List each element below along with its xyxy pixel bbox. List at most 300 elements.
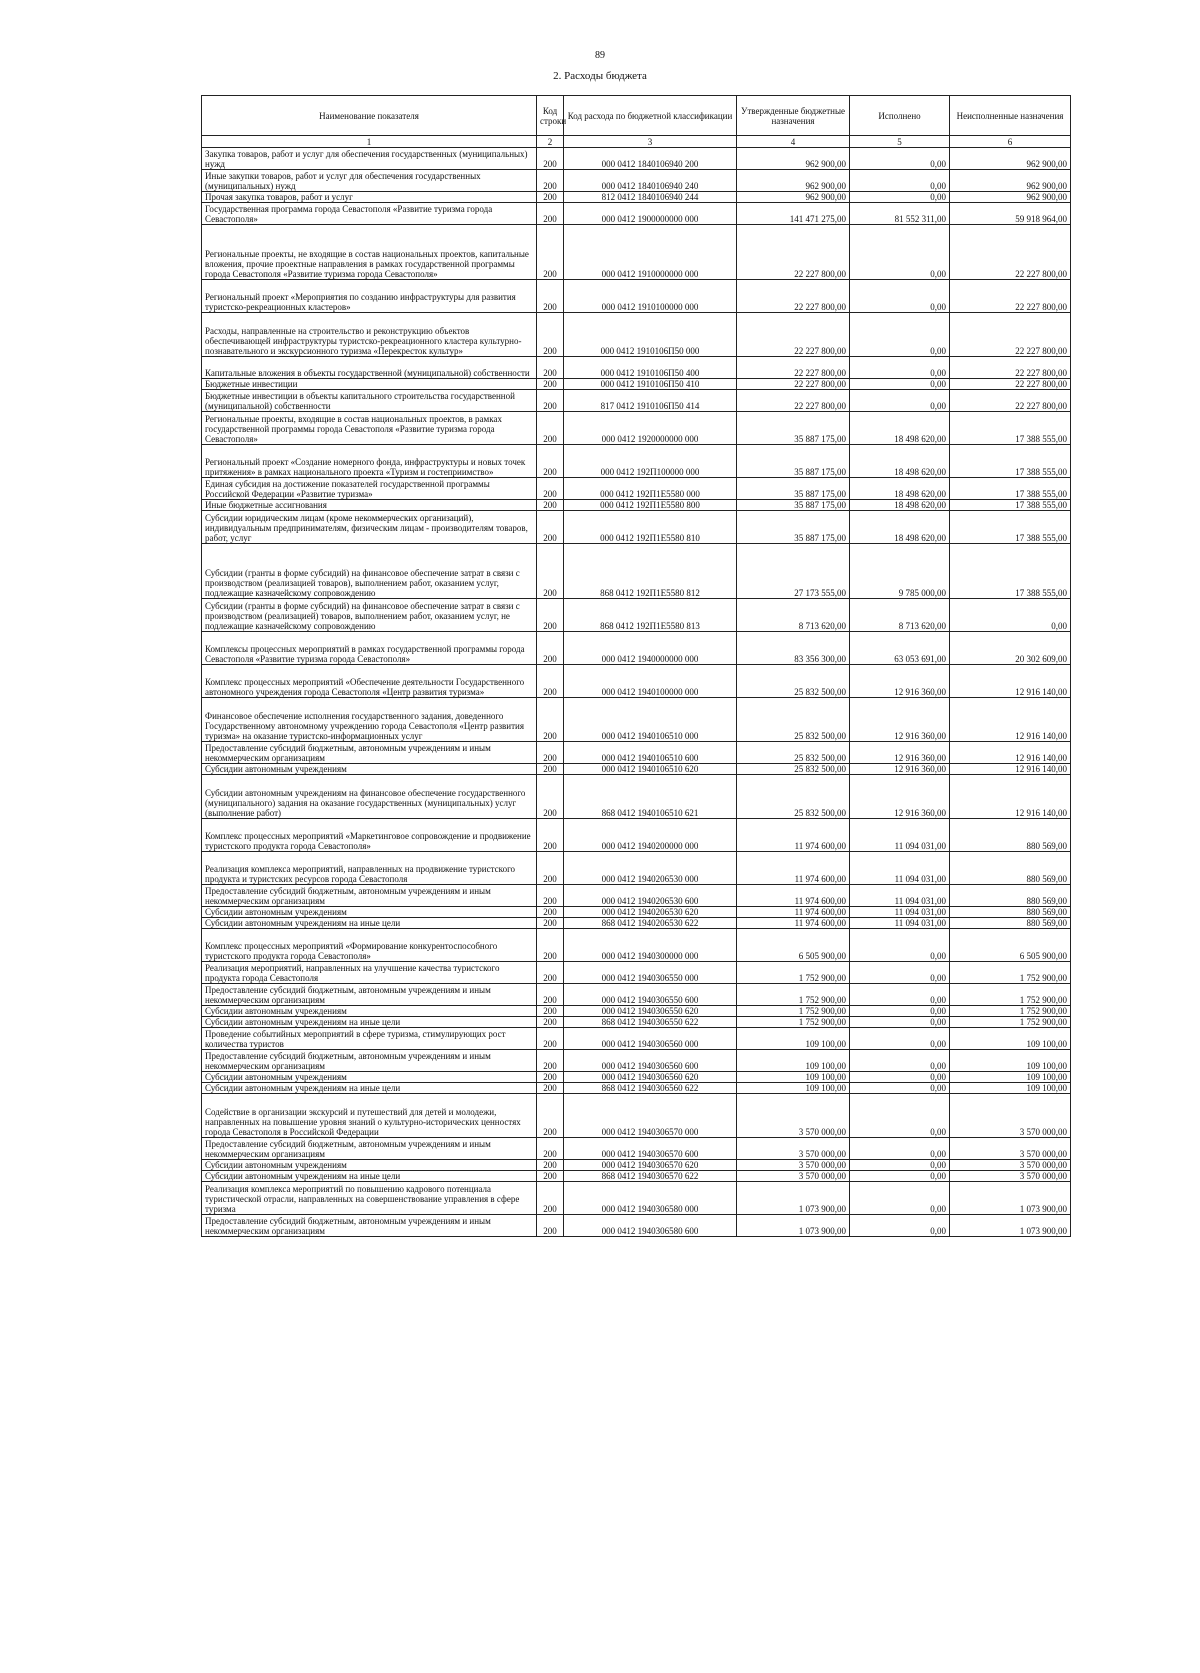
table-row	[202, 379, 1071, 390]
table-row	[202, 357, 1071, 379]
row-executed-amount: 18 498 620,00	[850, 500, 950, 511]
row-executed-amount: 8 713 620,00	[850, 599, 950, 632]
row-budget-code: 000 0412 1940306550 000	[564, 962, 737, 984]
row-line-code: 200	[537, 379, 564, 390]
row-approved-amount: 109 100,00	[737, 1072, 850, 1083]
row-budget-code: 817 0412 1910106П50 414	[564, 390, 737, 412]
row-budget-code: 000 0412 1840106940 240	[564, 170, 737, 192]
row-executed-amount: 0,00	[850, 1215, 950, 1237]
row-line-code: 200	[537, 885, 564, 907]
row-approved-amount: 25 832 500,00	[737, 775, 850, 819]
row-executed-amount: 0,00	[850, 1050, 950, 1072]
row-approved-amount: 109 100,00	[737, 1083, 850, 1094]
row-unexecuted-amount: 0,00	[950, 599, 1071, 632]
table-row	[202, 1138, 1071, 1160]
row-executed-amount: 0,00	[850, 1083, 950, 1094]
row-line-code: 200	[537, 225, 564, 280]
table-row	[202, 1215, 1071, 1237]
row-approved-amount: 83 356 300,00	[737, 632, 850, 665]
row-budget-code: 000 0412 1910100000 000	[564, 280, 737, 313]
row-name: Субсидии автономным учреждениям на иные цели	[202, 1083, 537, 1094]
row-executed-amount: 0,00	[850, 1017, 950, 1028]
row-name: Субсидии автономным учреждениям	[202, 1006, 537, 1017]
row-name: Капитальные вложения в объекты государственной (муниципальной) собственности	[202, 357, 537, 379]
row-approved-amount: 35 887 175,00	[737, 500, 850, 511]
table-row	[202, 742, 1071, 764]
row-line-code: 200	[537, 1182, 564, 1215]
row-line-code: 200	[537, 148, 564, 170]
row-line-code: 200	[537, 775, 564, 819]
row-unexecuted-amount: 880 569,00	[950, 852, 1071, 885]
row-budget-code: 000 0412 1940200000 000	[564, 819, 737, 852]
row-executed-amount: 0,00	[850, 1072, 950, 1083]
row-name: Комплексы процессных мероприятий в рамках государственной программы города Севастополя «Развитие туризма города Севастополя»	[202, 632, 537, 665]
row-unexecuted-amount: 12 916 140,00	[950, 775, 1071, 819]
table-row	[202, 764, 1071, 775]
row-unexecuted-amount: 17 388 555,00	[950, 544, 1071, 599]
row-name: Субсидии автономным учреждениям	[202, 764, 537, 775]
table-row	[202, 445, 1071, 478]
row-budget-code: 868 0412 1940306570 622	[564, 1171, 737, 1182]
row-line-code: 200	[537, 1050, 564, 1072]
row-line-code: 200	[537, 478, 564, 500]
row-approved-amount: 11 974 600,00	[737, 819, 850, 852]
row-approved-amount: 141 471 275,00	[737, 203, 850, 225]
row-unexecuted-amount: 3 570 000,00	[950, 1138, 1071, 1160]
row-executed-amount: 18 498 620,00	[850, 412, 950, 445]
column-number: 4	[737, 136, 850, 148]
row-line-code: 200	[537, 412, 564, 445]
row-budget-code: 000 0412 192П1Е5580 810	[564, 511, 737, 544]
table-row	[202, 1171, 1071, 1182]
section-title: 2. Расходы бюджета	[553, 70, 647, 82]
table-row	[202, 1006, 1071, 1017]
row-executed-amount: 0,00	[850, 962, 950, 984]
row-budget-code: 000 0412 192П100000 000	[564, 445, 737, 478]
table-row	[202, 929, 1071, 962]
row-name: Комплекс процессных мероприятий «Обеспечение деятельности Государственного автономного учреждения города Севастополя «Центр развития туризма»	[202, 665, 537, 698]
row-unexecuted-amount: 17 388 555,00	[950, 478, 1071, 500]
table-row	[202, 1072, 1071, 1083]
table-row	[202, 280, 1071, 313]
row-unexecuted-amount: 880 569,00	[950, 819, 1071, 852]
row-unexecuted-amount: 17 388 555,00	[950, 445, 1071, 478]
row-name: Финансовое обеспечение исполнения государственного задания, доведенного Государственному автономному учреждению города Севастополя «Центр развития туризма» на оказание туристско-информационных услуг	[202, 698, 537, 742]
row-line-code: 200	[537, 918, 564, 929]
table-row	[202, 1017, 1071, 1028]
row-executed-amount: 18 498 620,00	[850, 445, 950, 478]
row-name: Предоставление субсидий бюджетным, автономным учреждениям и иным некоммерческим организациям	[202, 1138, 537, 1160]
row-name: Субсидии автономным учреждениям	[202, 1072, 537, 1083]
row-name: Предоставление субсидий бюджетным, автономным учреждениям и иным некоммерческим организациям	[202, 742, 537, 764]
row-unexecuted-amount: 12 916 140,00	[950, 698, 1071, 742]
row-line-code: 200	[537, 1017, 564, 1028]
row-executed-amount: 12 916 360,00	[850, 665, 950, 698]
row-approved-amount: 27 173 555,00	[737, 544, 850, 599]
row-line-code: 200	[537, 357, 564, 379]
table-row	[202, 665, 1071, 698]
row-line-code: 200	[537, 929, 564, 962]
row-budget-code: 812 0412 1840106940 244	[564, 192, 737, 203]
row-approved-amount: 35 887 175,00	[737, 412, 850, 445]
row-name: Иные бюджетные ассигнования	[202, 500, 537, 511]
row-budget-code: 000 0412 1940306550 600	[564, 984, 737, 1006]
row-executed-amount: 12 916 360,00	[850, 775, 950, 819]
row-approved-amount: 1 073 900,00	[737, 1215, 850, 1237]
row-executed-amount: 12 916 360,00	[850, 698, 950, 742]
table-row	[202, 984, 1071, 1006]
row-approved-amount: 22 227 800,00	[737, 379, 850, 390]
row-approved-amount: 1 073 900,00	[737, 1182, 850, 1215]
row-approved-amount: 22 227 800,00	[737, 313, 850, 357]
row-name: Субсидии автономным учреждениям на иные цели	[202, 918, 537, 929]
row-executed-amount: 0,00	[850, 1171, 950, 1182]
row-name: Прочая закупка товаров, работ и услуг	[202, 192, 537, 203]
row-approved-amount: 1 752 900,00	[737, 1017, 850, 1028]
row-budget-code: 000 0412 1910106П50 410	[564, 379, 737, 390]
table-row	[202, 313, 1071, 357]
row-unexecuted-amount: 880 569,00	[950, 885, 1071, 907]
row-line-code: 200	[537, 599, 564, 632]
row-unexecuted-amount: 109 100,00	[950, 1028, 1071, 1050]
row-executed-amount: 0,00	[850, 379, 950, 390]
row-budget-code: 000 0412 1940206530 000	[564, 852, 737, 885]
row-budget-code: 000 0412 1840106940 200	[564, 148, 737, 170]
row-approved-amount: 3 570 000,00	[737, 1160, 850, 1171]
row-budget-code: 000 0412 1900000000 000	[564, 203, 737, 225]
table-row	[202, 962, 1071, 984]
row-unexecuted-amount: 17 388 555,00	[950, 500, 1071, 511]
row-unexecuted-amount: 109 100,00	[950, 1083, 1071, 1094]
row-name: Предоставление субсидий бюджетным, автономным учреждениям и иным некоммерческим организациям	[202, 1050, 537, 1072]
column-number: 1	[202, 136, 537, 148]
row-budget-code: 000 0412 1940000000 000	[564, 632, 737, 665]
row-line-code: 200	[537, 445, 564, 478]
table-row	[202, 148, 1071, 170]
table-row	[202, 390, 1071, 412]
row-name: Бюджетные инвестиции в объекты капитального строительства государственной (муниципальной) собственности	[202, 390, 537, 412]
row-line-code: 200	[537, 511, 564, 544]
row-executed-amount: 11 094 031,00	[850, 885, 950, 907]
row-name: Субсидии автономным учреждениям	[202, 907, 537, 918]
header-name: Наименование показателя	[202, 96, 537, 136]
table-row	[202, 918, 1071, 929]
row-budget-code: 868 0412 1940206530 622	[564, 918, 737, 929]
row-unexecuted-amount: 3 570 000,00	[950, 1094, 1071, 1138]
table-row	[202, 1028, 1071, 1050]
row-budget-code: 000 0412 1940106510 000	[564, 698, 737, 742]
row-line-code: 200	[537, 632, 564, 665]
table-row	[202, 225, 1071, 280]
row-approved-amount: 3 570 000,00	[737, 1138, 850, 1160]
row-unexecuted-amount: 20 302 609,00	[950, 632, 1071, 665]
row-line-code: 200	[537, 500, 564, 511]
table-row	[202, 852, 1071, 885]
row-name: Региональные проекты, не входящие в состав национальных проектов, капитальные вложения, прочие проектные направления в рамках государственной программы города Севастополя «Развитие туризма города Севастополя»	[202, 225, 537, 280]
table-row	[202, 907, 1071, 918]
row-budget-code: 000 0412 1940306580 600	[564, 1215, 737, 1237]
row-executed-amount: 0,00	[850, 1138, 950, 1160]
row-executed-amount: 9 785 000,00	[850, 544, 950, 599]
row-name: Реализация мероприятий, направленных на улучшение качества туристского продукта города Севастополя	[202, 962, 537, 984]
row-budget-code: 000 0412 1940306580 000	[564, 1182, 737, 1215]
row-name: Предоставление субсидий бюджетным, автономным учреждениям и иным некоммерческим организациям	[202, 885, 537, 907]
row-executed-amount: 0,00	[850, 225, 950, 280]
table-row	[202, 170, 1071, 192]
row-name: Иные закупки товаров, работ и услуг для обеспечения государственных (муниципальных) нужд	[202, 170, 537, 192]
row-line-code: 200	[537, 203, 564, 225]
row-unexecuted-amount: 17 388 555,00	[950, 412, 1071, 445]
column-number-row	[202, 136, 1071, 148]
column-number: 2	[537, 136, 564, 148]
row-name: Расходы, направленные на строительство и реконструкцию объектов обеспечивающей инфраструктуры туристско-рекреационного кластера культурно-познавательного и экскурсионного туризма «Перекресток культур»	[202, 313, 537, 357]
row-budget-code: 868 0412 192П1Е5580 812	[564, 544, 737, 599]
header-approved: Утвержденные бюджетные назначения	[737, 96, 850, 136]
row-executed-amount: 0,00	[850, 1182, 950, 1215]
row-name: Единая субсидия на достижение показателей государственной программы Российской Федерации «Развитие туризма»	[202, 478, 537, 500]
row-line-code: 200	[537, 1094, 564, 1138]
row-name: Реализация комплекса мероприятий, направленных на продвижение туристского продукта и туристских ресурсов города Севастополя	[202, 852, 537, 885]
row-executed-amount: 18 498 620,00	[850, 511, 950, 544]
table-row	[202, 544, 1071, 599]
row-name: Закупка товаров, работ и услуг для обеспечения государственных (муниципальных) нужд	[202, 148, 537, 170]
row-line-code: 200	[537, 544, 564, 599]
row-approved-amount: 25 832 500,00	[737, 698, 850, 742]
row-approved-amount: 22 227 800,00	[737, 225, 850, 280]
row-budget-code: 868 0412 1940306560 622	[564, 1083, 737, 1094]
row-unexecuted-amount: 22 227 800,00	[950, 357, 1071, 379]
row-unexecuted-amount: 962 900,00	[950, 192, 1071, 203]
row-executed-amount: 0,00	[850, 929, 950, 962]
row-unexecuted-amount: 12 916 140,00	[950, 665, 1071, 698]
row-name: Региональный проект «Создание номерного фонда, инфраструктуры и новых точек притяжения» в рамках национального проекта «Туризм и гостеприимство»	[202, 445, 537, 478]
row-name: Комплекс процессных мероприятий «Маркетинговое сопровождение и продвижение туристского продукта города Севастополя»	[202, 819, 537, 852]
row-line-code: 200	[537, 192, 564, 203]
row-line-code: 200	[537, 1006, 564, 1017]
row-name: Комплекс процессных мероприятий «Формирование конкурентоспособного туристского продукта города Севастополя»	[202, 929, 537, 962]
row-unexecuted-amount: 109 100,00	[950, 1050, 1071, 1072]
row-executed-amount: 11 094 031,00	[850, 907, 950, 918]
row-budget-code: 000 0412 1940306570 600	[564, 1138, 737, 1160]
row-name: Субсидии (гранты в форме субсидий) на финансовое обеспечение затрат в связи с производством (реализацией) товаров, выполнением работ, оказанием услуг, не подлежащие казначейскому сопровождению	[202, 599, 537, 632]
row-executed-amount: 0,00	[850, 984, 950, 1006]
row-name: Проведение событийных мероприятий в сфере туризма, стимулирующих рост количества туристов	[202, 1028, 537, 1050]
row-name: Региональный проект «Мероприятия по созданию инфраструктуры для развития туристско-рекреационных кластеров»	[202, 280, 537, 313]
row-line-code: 200	[537, 852, 564, 885]
row-unexecuted-amount: 6 505 900,00	[950, 929, 1071, 962]
row-line-code: 200	[537, 665, 564, 698]
row-budget-code: 000 0412 1910106П50 400	[564, 357, 737, 379]
row-budget-code: 000 0412 1940206530 620	[564, 907, 737, 918]
row-name: Субсидии автономным учреждениям на иные цели	[202, 1171, 537, 1182]
row-executed-amount: 0,00	[850, 1006, 950, 1017]
table-row	[202, 599, 1071, 632]
row-budget-code: 000 0412 1940306570 000	[564, 1094, 737, 1138]
row-approved-amount: 22 227 800,00	[737, 280, 850, 313]
row-budget-code: 000 0412 1910000000 000	[564, 225, 737, 280]
row-unexecuted-amount: 22 227 800,00	[950, 280, 1071, 313]
table-row	[202, 1083, 1071, 1094]
row-unexecuted-amount: 22 227 800,00	[950, 313, 1071, 357]
row-name: Субсидии юридическим лицам (кроме некоммерческих организаций), индивидуальным предпринимателям, физическим лицам - производителям товаров, работ, услуг	[202, 511, 537, 544]
row-executed-amount: 18 498 620,00	[850, 478, 950, 500]
header-line-code: Код строки	[537, 96, 564, 136]
row-name: Бюджетные инвестиции	[202, 379, 537, 390]
row-approved-amount: 22 227 800,00	[737, 357, 850, 379]
row-budget-code: 000 0412 1940206530 600	[564, 885, 737, 907]
row-approved-amount: 1 752 900,00	[737, 962, 850, 984]
row-approved-amount: 8 713 620,00	[737, 599, 850, 632]
row-budget-code: 000 0412 1940306560 620	[564, 1072, 737, 1083]
row-unexecuted-amount: 1 752 900,00	[950, 1006, 1071, 1017]
row-line-code: 200	[537, 170, 564, 192]
row-unexecuted-amount: 17 388 555,00	[950, 511, 1071, 544]
row-executed-amount: 0,00	[850, 1160, 950, 1171]
column-number: 5	[850, 136, 950, 148]
row-executed-amount: 11 094 031,00	[850, 852, 950, 885]
row-approved-amount: 962 900,00	[737, 170, 850, 192]
row-approved-amount: 3 570 000,00	[737, 1171, 850, 1182]
table-row	[202, 885, 1071, 907]
row-line-code: 200	[537, 962, 564, 984]
table-row	[202, 698, 1071, 742]
row-approved-amount: 11 974 600,00	[737, 907, 850, 918]
row-unexecuted-amount: 880 569,00	[950, 907, 1071, 918]
row-name: Субсидии автономным учреждениям	[202, 1160, 537, 1171]
row-line-code: 200	[537, 764, 564, 775]
row-line-code: 200	[537, 1083, 564, 1094]
table-row	[202, 192, 1071, 203]
row-name: Субсидии автономным учреждениям на финансовое обеспечение государственного (муниципального) задания на оказание государственных (муниципальных) услуг (выполнение работ)	[202, 775, 537, 819]
table-row	[202, 511, 1071, 544]
row-executed-amount: 0,00	[850, 1028, 950, 1050]
row-budget-code: 000 0412 1940100000 000	[564, 665, 737, 698]
row-executed-amount: 0,00	[850, 390, 950, 412]
row-name: Содействие в организации экскурсий и путешествий для детей и молодежи, направленных на повышение уровня знаний о культурно-исторических ценностях города Севастополя в Российской Федерации	[202, 1094, 537, 1138]
table-row	[202, 775, 1071, 819]
header-row	[202, 96, 1071, 136]
table-row	[202, 819, 1071, 852]
row-name: Предоставление субсидий бюджетным, автономным учреждениям и иным некоммерческим организациям	[202, 1215, 537, 1237]
row-approved-amount: 1 752 900,00	[737, 1006, 850, 1017]
row-approved-amount: 6 505 900,00	[737, 929, 850, 962]
row-name: Субсидии автономным учреждениям на иные цели	[202, 1017, 537, 1028]
header-executed: Исполнено	[850, 96, 950, 136]
row-budget-code: 868 0412 1940306550 622	[564, 1017, 737, 1028]
row-budget-code: 000 0412 1940306560 600	[564, 1050, 737, 1072]
row-approved-amount: 3 570 000,00	[737, 1094, 850, 1138]
row-unexecuted-amount: 1 752 900,00	[950, 984, 1071, 1006]
row-approved-amount: 35 887 175,00	[737, 511, 850, 544]
row-line-code: 200	[537, 313, 564, 357]
row-unexecuted-amount: 3 570 000,00	[950, 1160, 1071, 1171]
row-budget-code: 000 0412 1940106510 620	[564, 764, 737, 775]
table-row	[202, 412, 1071, 445]
header-unexecuted: Неисполненные назначения	[950, 96, 1071, 136]
header-budget-code: Код расхода по бюджетной классификации	[564, 96, 737, 136]
row-unexecuted-amount: 1 752 900,00	[950, 962, 1071, 984]
row-executed-amount: 12 916 360,00	[850, 742, 950, 764]
row-name: Предоставление субсидий бюджетным, автономным учреждениям и иным некоммерческим организациям	[202, 984, 537, 1006]
row-name: Субсидии (гранты в форме субсидий) на финансовое обеспечение затрат в связи с производством (реализацией товаров), выполнением работ, оказанием услуг, подлежащие казначейскому сопровождению	[202, 544, 537, 599]
row-approved-amount: 109 100,00	[737, 1028, 850, 1050]
row-line-code: 200	[537, 1028, 564, 1050]
table-row	[202, 203, 1071, 225]
row-executed-amount: 0,00	[850, 170, 950, 192]
row-unexecuted-amount: 59 918 964,00	[950, 203, 1071, 225]
row-budget-code: 000 0412 1940306570 620	[564, 1160, 737, 1171]
row-approved-amount: 25 832 500,00	[737, 742, 850, 764]
row-unexecuted-amount: 12 916 140,00	[950, 742, 1071, 764]
row-line-code: 200	[537, 1171, 564, 1182]
row-executed-amount: 11 094 031,00	[850, 819, 950, 852]
row-unexecuted-amount: 1 073 900,00	[950, 1182, 1071, 1215]
table-row	[202, 500, 1071, 511]
row-name: Реализация комплекса мероприятий по повышению кадрового потенциала туристической отрасли, направленных на совершенствование управления в сфере туризма	[202, 1182, 537, 1215]
row-approved-amount: 1 752 900,00	[737, 984, 850, 1006]
row-line-code: 200	[537, 1160, 564, 1171]
row-line-code: 200	[537, 1072, 564, 1083]
row-executed-amount: 0,00	[850, 1094, 950, 1138]
row-line-code: 200	[537, 819, 564, 852]
row-line-code: 200	[537, 698, 564, 742]
column-number: 3	[564, 136, 737, 148]
row-unexecuted-amount: 12 916 140,00	[950, 764, 1071, 775]
table-row	[202, 1094, 1071, 1138]
row-approved-amount: 109 100,00	[737, 1050, 850, 1072]
row-approved-amount: 11 974 600,00	[737, 918, 850, 929]
row-budget-code: 000 0412 192П1Е5580 800	[564, 500, 737, 511]
row-budget-code: 000 0412 1940300000 000	[564, 929, 737, 962]
table-row	[202, 1050, 1071, 1072]
row-approved-amount: 25 832 500,00	[737, 665, 850, 698]
row-budget-code: 000 0412 1940106510 600	[564, 742, 737, 764]
table-row	[202, 632, 1071, 665]
row-unexecuted-amount: 22 227 800,00	[950, 390, 1071, 412]
row-approved-amount: 11 974 600,00	[737, 852, 850, 885]
row-unexecuted-amount: 3 570 000,00	[950, 1171, 1071, 1182]
row-unexecuted-amount: 962 900,00	[950, 170, 1071, 192]
row-line-code: 200	[537, 1138, 564, 1160]
row-executed-amount: 0,00	[850, 280, 950, 313]
row-budget-code: 000 0412 1940306560 000	[564, 1028, 737, 1050]
row-budget-code: 000 0412 192П1Е5580 000	[564, 478, 737, 500]
row-name: Государственная программа города Севастополя «Развитие туризма города Севастополя»	[202, 203, 537, 225]
row-executed-amount: 0,00	[850, 357, 950, 379]
row-budget-code: 000 0412 1920000000 000	[564, 412, 737, 445]
row-approved-amount: 25 832 500,00	[737, 764, 850, 775]
row-name: Региональные проекты, входящие в состав национальных проектов, в рамках государственной программы города Севастополя «Развитие туризма города Севастополя»	[202, 412, 537, 445]
row-approved-amount: 962 900,00	[737, 192, 850, 203]
row-budget-code: 000 0412 1910106П50 000	[564, 313, 737, 357]
column-number: 6	[950, 136, 1071, 148]
row-approved-amount: 962 900,00	[737, 148, 850, 170]
row-executed-amount: 63 053 691,00	[850, 632, 950, 665]
row-executed-amount: 0,00	[850, 148, 950, 170]
row-unexecuted-amount: 1 752 900,00	[950, 1017, 1071, 1028]
row-approved-amount: 22 227 800,00	[737, 390, 850, 412]
row-line-code: 200	[537, 1215, 564, 1237]
row-executed-amount: 0,00	[850, 313, 950, 357]
table-row	[202, 1182, 1071, 1215]
row-unexecuted-amount: 109 100,00	[950, 1072, 1071, 1083]
row-approved-amount: 35 887 175,00	[737, 445, 850, 478]
page-number: 89	[595, 50, 605, 61]
row-unexecuted-amount: 22 227 800,00	[950, 225, 1071, 280]
row-approved-amount: 11 974 600,00	[737, 885, 850, 907]
row-unexecuted-amount: 880 569,00	[950, 918, 1071, 929]
row-line-code: 200	[537, 390, 564, 412]
